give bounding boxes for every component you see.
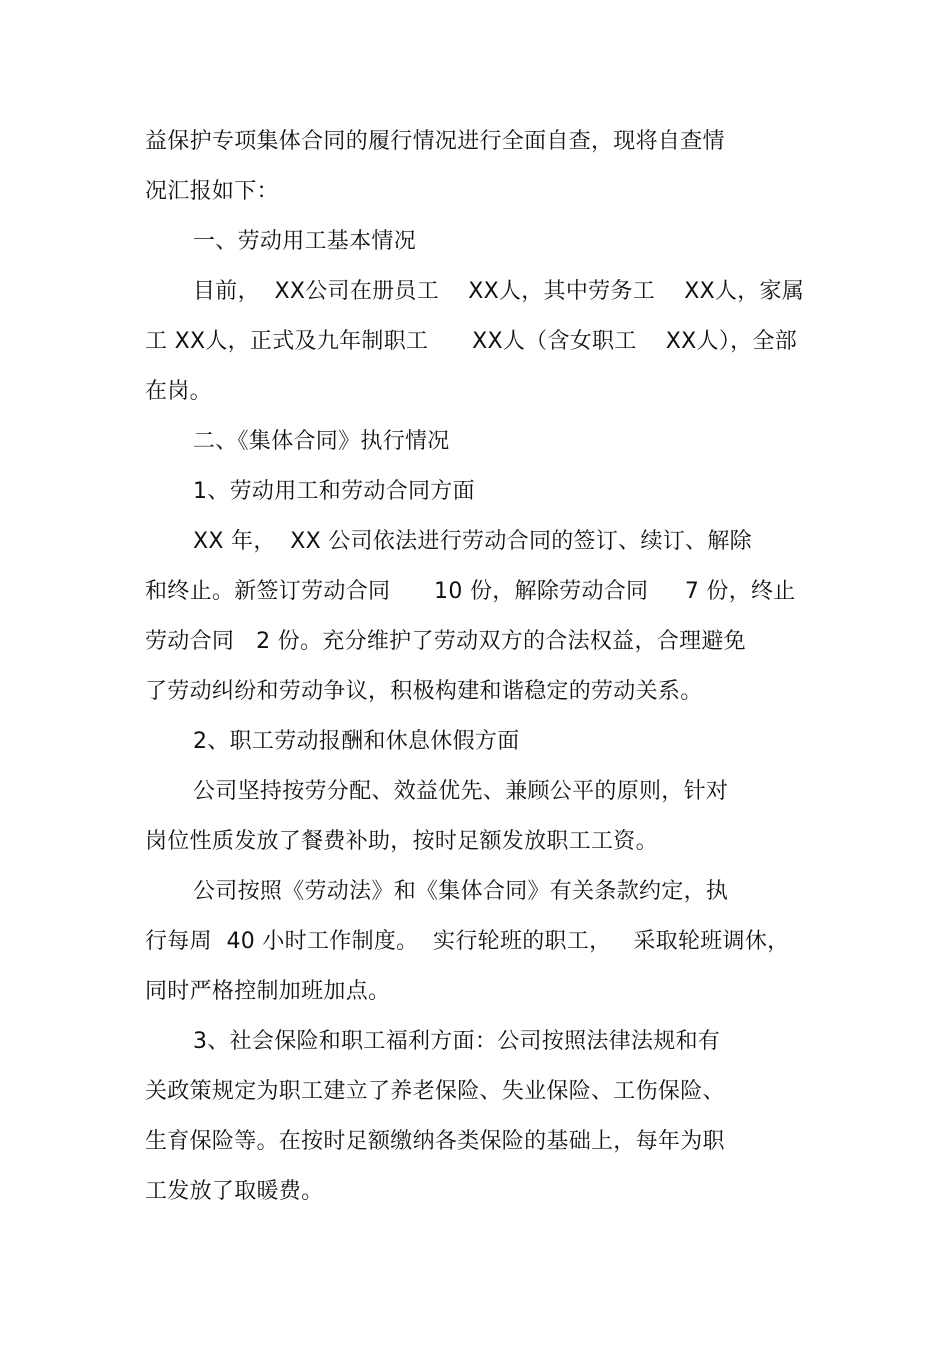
text-line: 行每周 40 小时工作制度。 实行轮班的职工， 采取轮班调休， [145,929,790,954]
subsection-heading: 3、社会保险和职工福利方面：公司按照法律法规和有 [193,1029,721,1054]
text-line: 了劳动纠纷和劳动争议，积极构建和谐稳定的劳动关系。 [145,679,703,704]
text-line: 劳动合同 2 份。充分维护了劳动双方的合法权益，合理避免 [145,629,746,654]
text-line: XX 年， XX 公司依法进行劳动合同的签订、续订、解除 [193,529,752,554]
subsection-heading: 1、劳动用工和劳动合同方面 [193,479,475,504]
text-line: 岗位性质发放了餐费补助，按时足额发放职工工资。 [145,829,658,854]
text-line: 益保护专项集体合同的履行情况进行全面自查，现将自查情 [145,129,725,154]
section-heading: 二、《集体合同》执行情况 [193,429,450,454]
text-line: 同时严格控制加班加点。 [145,979,391,1004]
text-line: 公司坚持按劳分配、效益优先、兼顾公平的原则，针对 [193,779,729,804]
text-line: 关政策规定为职工建立了养老保险、失业保险、工伤保险、 [145,1079,725,1104]
subsection-heading: 2、职工劳动报酬和休息休假方面 [193,729,520,754]
text-line: 生育保险等。在按时足额缴纳各类保险的基础上，每年为职 [145,1129,725,1154]
text-line: 在岗。 [145,379,212,404]
section-heading: 一、劳动用工基本情况 [193,229,417,254]
text-line: 公司按照《劳动法》和《集体合同》有关条款约定，执 [193,879,729,904]
text-line: 况汇报如下： [145,179,279,204]
text-line: 目前， XX公司在册员工 XX人，其中劳务工 XX人，家属 [193,279,805,304]
text-line: 工 XX人，正式及九年制职工 XX人（含女职工 XX人），全部 [145,329,798,354]
text-line: 和终止。新签订劳动合同 10 份，解除劳动合同 7 份，终止 [145,579,796,604]
text-line: 工发放了取暖费。 [145,1179,324,1204]
